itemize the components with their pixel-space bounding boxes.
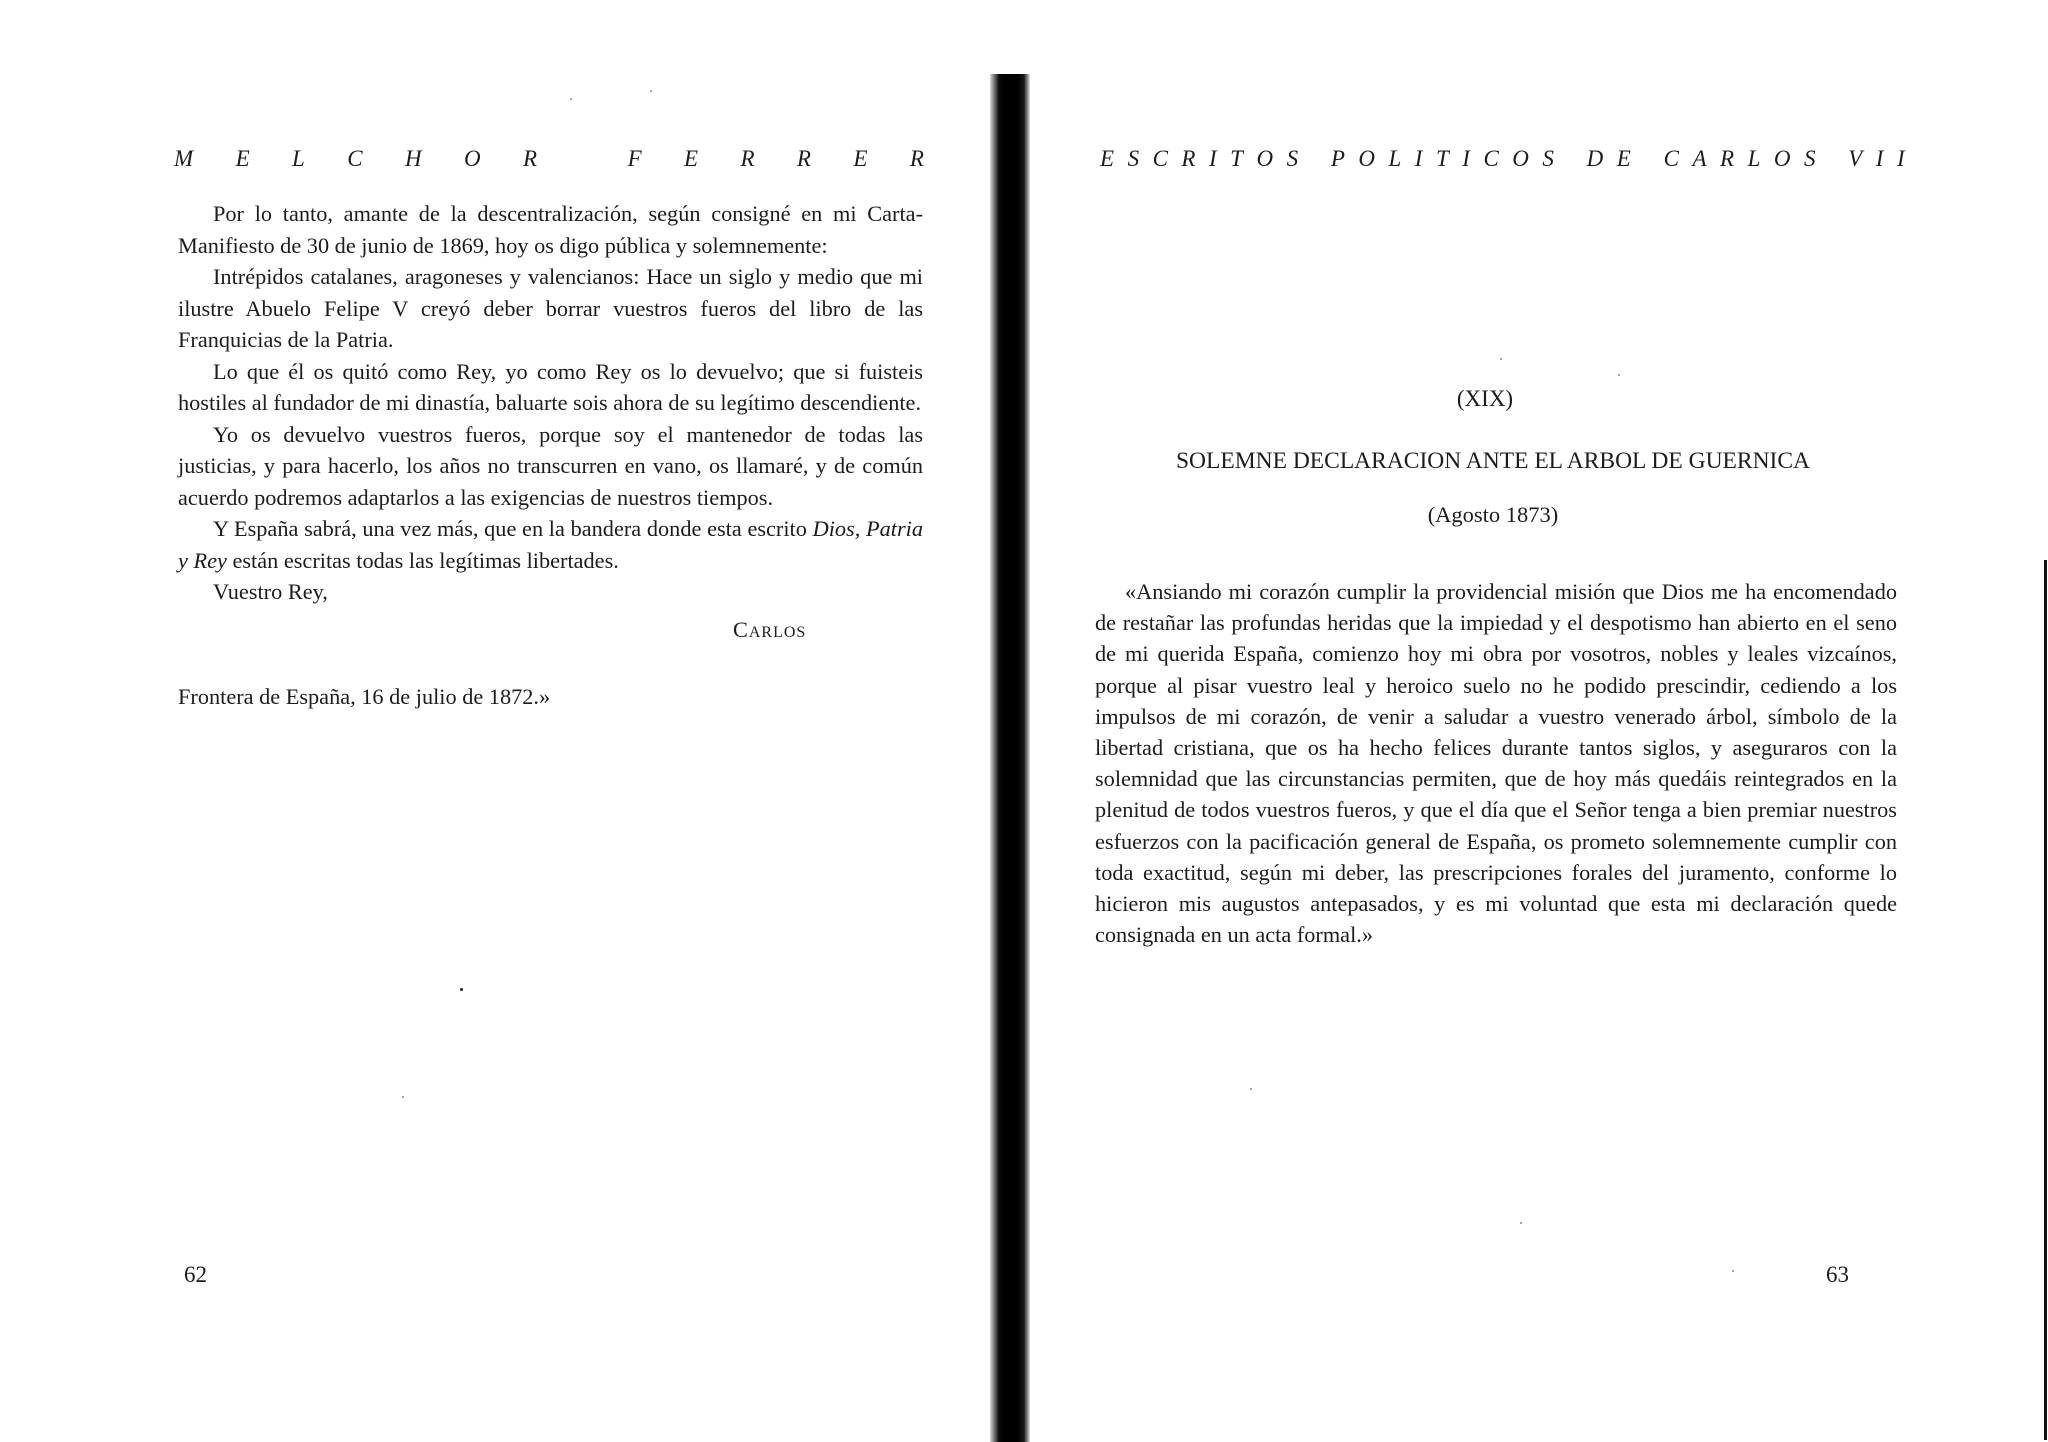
- running-head-word-gap: [579, 146, 585, 172]
- motto-italic: Dios, Patria y Rey: [178, 516, 923, 573]
- running-head-letter: T: [1230, 146, 1243, 171]
- scan-speck: [650, 90, 652, 92]
- running-head-letter: I: [1875, 146, 1884, 171]
- signature: Carlos: [733, 616, 807, 642]
- scan-speck: [1500, 358, 1502, 360]
- running-head-letter: C: [1483, 146, 1499, 171]
- right-page: [1030, 0, 2048, 1442]
- running-head-letter: C: [347, 146, 363, 171]
- motto-before: Y España sabrá, una vez más, que en la bandera donde esta escrito: [213, 516, 813, 541]
- running-head-author: [174, 146, 924, 172]
- running-head-letter: I: [1208, 146, 1217, 171]
- running-head-letter: T: [1435, 146, 1449, 171]
- page-number-right: 63: [1826, 1262, 1849, 1287]
- running-head-letter: C: [1152, 146, 1168, 171]
- scan-speck: [1520, 1222, 1522, 1224]
- running-head-letter: L: [292, 146, 305, 171]
- running-head-letter: R: [909, 146, 924, 171]
- scan-speck: [460, 988, 463, 991]
- scan-speck: [1250, 1088, 1252, 1090]
- running-head-letter: L: [1388, 146, 1402, 171]
- running-head-title: [1100, 146, 1905, 172]
- motto-after: están escritas todas las legítimas libertades.: [226, 547, 619, 573]
- document-number: (XIX): [1456, 386, 1514, 411]
- running-head-letter: S: [1803, 146, 1816, 171]
- running-head-letter: L: [1747, 146, 1761, 171]
- left-body-text: [178, 198, 923, 713]
- sign-off: Vuestro Rey,: [213, 579, 328, 604]
- place-and-date: Frontera de España, 16 de julio de 1872.»: [178, 684, 551, 709]
- running-head-word-gap: [1829, 146, 1835, 172]
- paragraph: Por lo tanto, amante de la descentralización, según consigné en mi Carta-Manifiesto de 30 de junio de 1869, hoy os digo pública y solemnemente:: [178, 201, 923, 258]
- running-head-letter: E: [235, 146, 250, 171]
- running-head-letter: E: [1616, 146, 1631, 171]
- running-head-word-gap: [1644, 146, 1650, 172]
- scan-speck: [1732, 1270, 1734, 1272]
- paragraph-motto: [178, 513, 923, 576]
- document-title: SOLEMNE DECLARACION ANTE EL ARBOL DE GUERNICA: [1175, 448, 1811, 474]
- running-head-letter: R: [740, 146, 755, 171]
- running-head-letter: E: [1100, 146, 1115, 171]
- running-head-letter: R: [522, 146, 538, 171]
- running-head-letter: P: [1330, 146, 1345, 171]
- running-head-letter: R: [796, 146, 811, 171]
- paragraph: Yo os devuelvo vuestros fueros, porque soy el mantenedor de todas las justicias, y para hacerlo, los años no transcurren en vano, os llamaré, y de común acuerdo podremos adaptarlos a las exigencias de nuestros tiempos.: [178, 421, 923, 510]
- running-head-letter: R: [1181, 146, 1196, 171]
- running-head-letter: O: [1358, 146, 1375, 171]
- running-head-letter: O: [1773, 146, 1791, 171]
- scan-speck: [570, 98, 572, 100]
- running-head-word-gap: [1312, 146, 1318, 172]
- running-head-letter: I: [1896, 146, 1905, 171]
- running-head-letter: O: [463, 146, 481, 171]
- scan-speck: [1618, 374, 1620, 376]
- running-head-letter: H: [404, 146, 422, 171]
- running-head-letter: O: [1512, 146, 1529, 171]
- running-head-letter: M: [174, 146, 194, 171]
- paragraph: Intrépidos catalanes, aragoneses y valencianos: Hace un siglo y medio que mi ilustre Abuelo Felipe V creyó deber borrar vuestros fueros del libro de las Franquicias de la Patria.: [178, 264, 923, 352]
- running-head-letter: S: [1542, 146, 1554, 171]
- running-head-letter: O: [1256, 146, 1274, 171]
- running-head-letter: I: [1462, 146, 1470, 171]
- running-head-letter: V: [1848, 146, 1863, 171]
- paragraph: Lo que él os quitó como Rey, yo como Rey os lo devuelvo; que si fuisteis hostiles al fundador de mi dinastía, baluarte sois ahora de su legítimo descendiente.: [178, 358, 923, 415]
- scan-speck: [402, 1096, 404, 1098]
- running-head-letter: I: [1414, 146, 1423, 171]
- binding-gutter: [990, 74, 1030, 1442]
- running-head-letter: E: [684, 146, 699, 171]
- running-head-letter: C: [1663, 146, 1679, 171]
- running-head-letter: S: [1127, 146, 1140, 171]
- left-page: [0, 0, 990, 1442]
- paragraph: «Ansiando mi corazón cumplir la providencial misión que Dios me ha encomendado de restañar las profundas heridas que la impiedad y el despotismo han abierto en el seno de mi querida España, comienzo hoy mi obra por vosotros, nobles y leales vizcaínos, porque al pisar vuestro leal y heroico suelo no he podido prescindir, cediendo a los impulsos de mi corazón, de venir a saludar a vuestro venerado árbol, símbolo de la libertad cristiana, que os ha hecho felices durante tantos siglos, y aseguraros con la solemnidad que las circunstancias permiten, que de hoy más quedáis reintegrados en la plenitud de todos vuestros fueros, y que el día que el Señor tenga a bien premiar nuestros esfuerzos con la pacificación general de España, os prometo solemnemente cumplir con toda exactitud, según mi deber, las prescripciones forales del juramento, conforme lo hicieron mis augustos antepasados, y es mi voluntad que esta mi declaración quede consignada en un acta formal.»: [1095, 579, 1897, 948]
- page-number-left: 62: [184, 1262, 207, 1287]
- running-head-letter: R: [1720, 146, 1735, 171]
- running-head-letter: F: [627, 146, 642, 171]
- running-head-letter: E: [853, 146, 868, 171]
- running-head-letter: A: [1692, 146, 1707, 171]
- running-head-letter: S: [1286, 146, 1299, 171]
- running-head-letter: D: [1586, 146, 1604, 171]
- running-head-word-gap: [1567, 146, 1573, 172]
- document-date: (Agosto 1873): [1427, 502, 1559, 527]
- right-body-text: [1095, 576, 1897, 950]
